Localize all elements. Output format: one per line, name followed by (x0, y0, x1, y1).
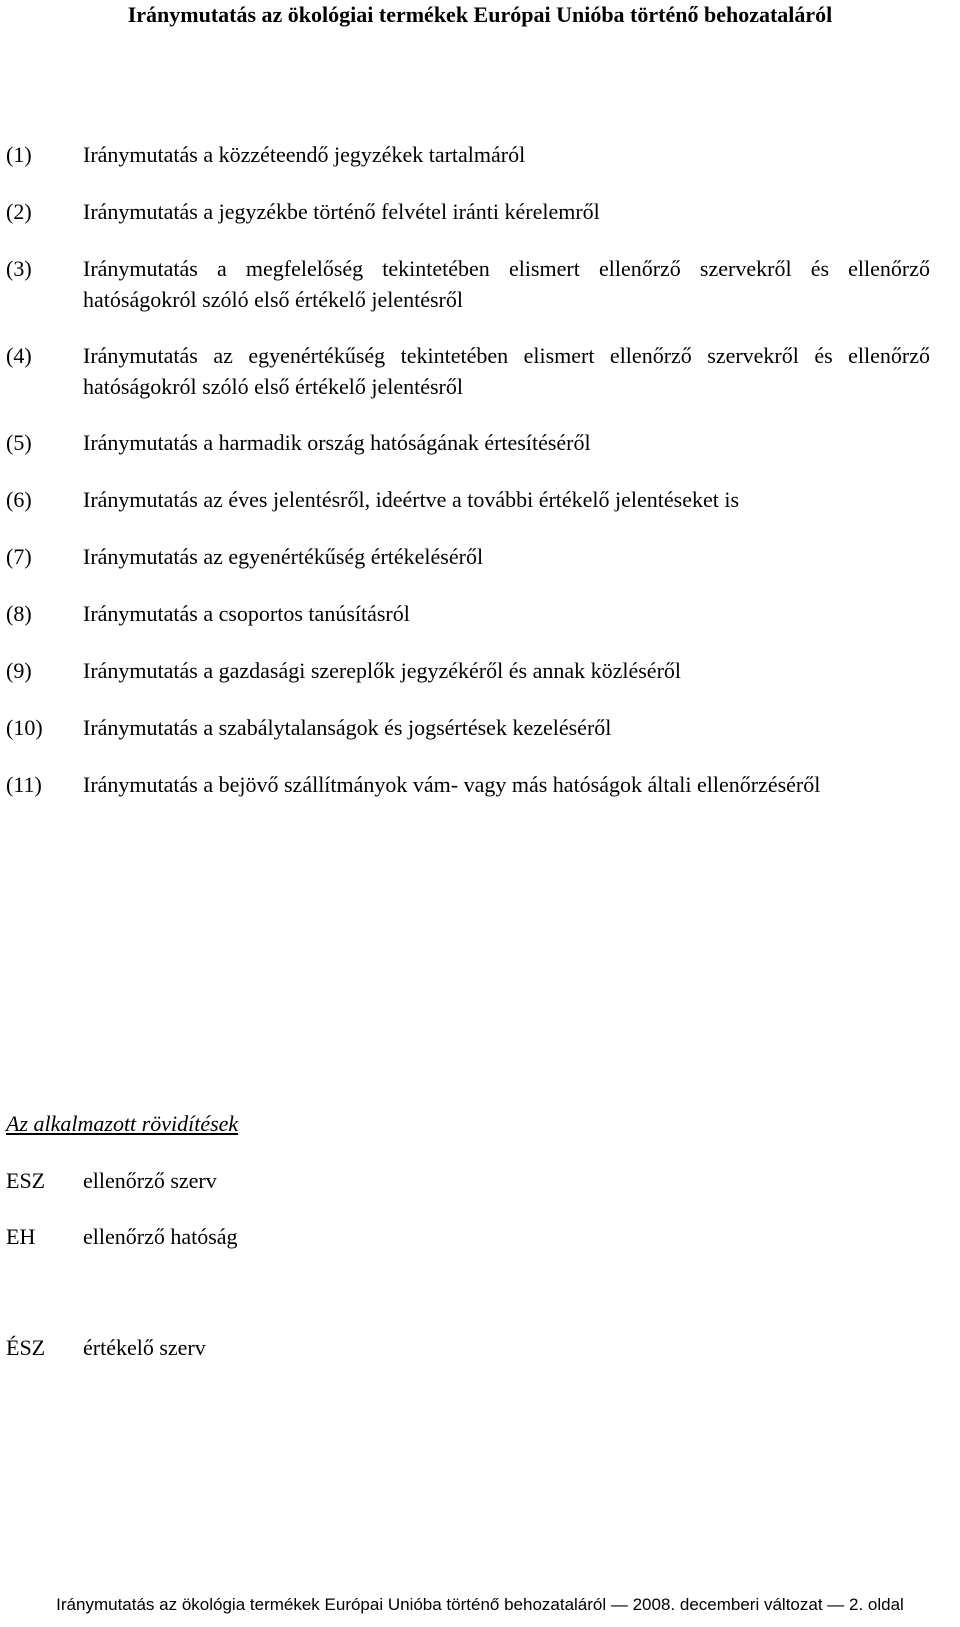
list-item (6, 427, 930, 458)
item-number: (6) (6, 487, 32, 512)
list-item (6, 139, 930, 170)
list-item (6, 712, 930, 743)
list-item (6, 541, 930, 572)
item-text: Iránymutatás a csoportos tanúsításról (83, 601, 410, 626)
abbreviation-meaning: értékelő szerv (83, 1335, 206, 1360)
item-number: (3) (6, 256, 32, 281)
item-number: (4) (6, 343, 32, 368)
item-text: Iránymutatás az egyenértékűség tekintetében elismert ellenőrző szervekről és ellenőrző hatóságokról szóló első értékelő jelentésről (83, 343, 930, 399)
list-item (6, 655, 930, 686)
item-number: (11) (6, 772, 42, 797)
list-item (6, 253, 930, 315)
abbreviation-meaning: ellenőrző hatóság (83, 1224, 238, 1249)
list-item (6, 196, 930, 227)
page-footer: Iránymutatás az ökológia termékek Európai Unióba történő behozataláról — 2008. decemberi változat — 2. oldal (56, 1595, 904, 1614)
abbreviation-row (6, 1222, 238, 1252)
item-text: Iránymutatás a harmadik ország hatóságának értesítéséről (83, 430, 591, 455)
guideline-list (6, 139, 930, 825)
document-title: Iránymutatás az ökológiai termékek Európai Unióba történő behozataláról (127, 2, 833, 27)
abbreviation-row (6, 1166, 217, 1196)
item-text: Iránymutatás a gazdasági szereplők jegyzékéről és annak közléséről (83, 658, 682, 683)
item-text: Iránymutatás az éves jelentésről, ideértve a további értékelő jelentéseket is (83, 487, 740, 512)
item-number: (2) (6, 199, 32, 224)
item-number: (9) (6, 658, 32, 683)
list-item (6, 769, 930, 800)
abbreviation-row (6, 1333, 206, 1363)
item-text: Iránymutatás a jegyzékbe történő felvétel iránti kérelemről (83, 199, 600, 224)
item-text: Iránymutatás a megfelelőség tekintetében elismert ellenőrző szervekről és ellenőrző hatóságokról szóló első értékelő jelentésről (83, 256, 930, 312)
item-number: (1) (6, 142, 32, 167)
abbreviation-code: EH (6, 1224, 36, 1249)
item-number: (7) (6, 544, 32, 569)
item-text: Iránymutatás az egyenértékűség értékeléséről (83, 544, 484, 569)
item-text: Iránymutatás a szabálytalanságok és jogsértések kezeléséről (83, 715, 612, 740)
abbreviation-meaning: ellenőrző szerv (83, 1168, 217, 1193)
list-item (6, 598, 930, 629)
abbreviations-heading: Az alkalmazott rövidítések (6, 1111, 239, 1136)
list-item (6, 340, 930, 402)
item-number: (5) (6, 430, 32, 455)
abbreviation-code: ESZ (6, 1168, 46, 1193)
item-number: (10) (6, 715, 43, 740)
list-item (6, 484, 930, 515)
abbreviation-code: ÉSZ (6, 1335, 46, 1360)
item-number: (8) (6, 601, 32, 626)
item-text: Iránymutatás a közzéteendő jegyzékek tartalmáról (83, 142, 526, 167)
item-text: Iránymutatás a bejövő szállítmányok vám- vagy más hatóságok általi ellenőrzéséről (83, 772, 821, 797)
